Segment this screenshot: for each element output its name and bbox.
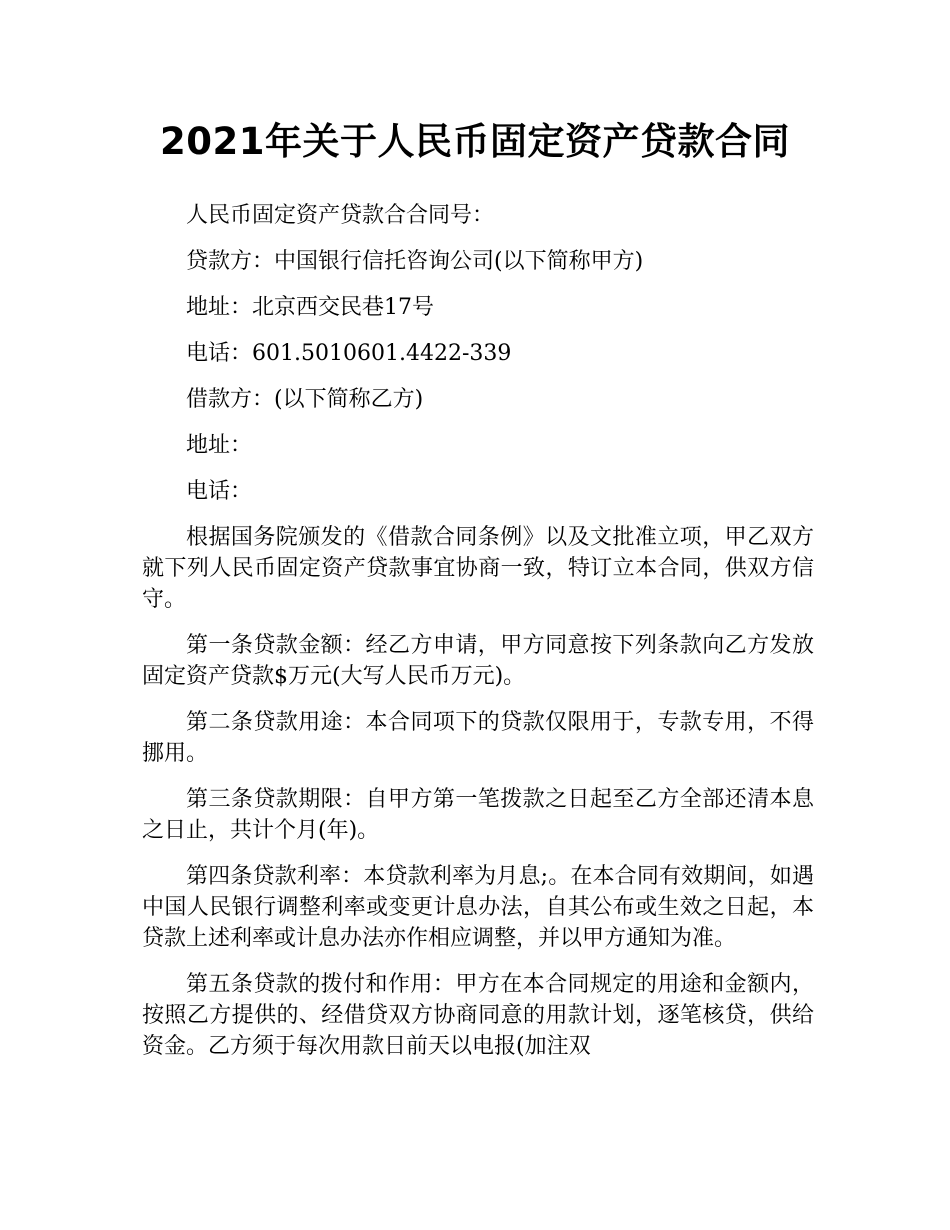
borrower-address-line: 地址： — [186, 433, 253, 458]
lender-line: 贷款方：中国银行信托咨询公司(以下简称甲方) — [186, 249, 644, 274]
contract-number-line: 人民币固定资产贷款合合同号： — [186, 203, 495, 228]
article-4-paragraph: 第四条贷款利率：本贷款利率为月息;。在本合同有效期间，如遇中国人民银行调整利率或变更计息办法，自其公布或生效之日起，本贷款上述利率或计息办法亦作相应调整，并以甲方通知为准。 — [142, 864, 814, 951]
preamble-paragraph: 根据国务院颁发的《借款合同条例》以及文批准立项，甲乙双方就下列人民币固定资产贷款事宜协商一致，特订立本合同，供双方信守。 — [142, 525, 814, 612]
article-3-paragraph: 第三条贷款期限：自甲方第一笔拨款之日起至乙方全部还清本息之日止，共计个月(年)。 — [142, 787, 814, 843]
document-title: 2021年关于人民币固定资产贷款合同 — [160, 120, 790, 163]
borrower-line: 借款方：(以下简称乙方) — [186, 387, 424, 412]
lender-address-line: 地址：北京西交民巷17号 — [186, 295, 434, 320]
article-5-paragraph: 第五条贷款的拨付和作用：甲方在本合同规定的用途和金额内，按照乙方提供的、经借贷双方协商同意的用款计划，逐笔核贷，供给资金。乙方须于每次用款日前天以电报(加注双 — [142, 972, 814, 1059]
article-1-paragraph: 第一条贷款金额：经乙方申请，甲方同意按下列条款向乙方发放固定资产贷款$万元(大写人民币万元)。 — [142, 633, 814, 689]
lender-phone-line: 电话：601.5010601.4422-339 — [186, 341, 512, 366]
document-body — [142, 200, 814, 1077]
article-2-paragraph: 第二条贷款用途：本合同项下的贷款仅限用于，专款专用，不得挪用。 — [142, 710, 814, 766]
borrower-phone-line: 电话： — [186, 479, 253, 504]
